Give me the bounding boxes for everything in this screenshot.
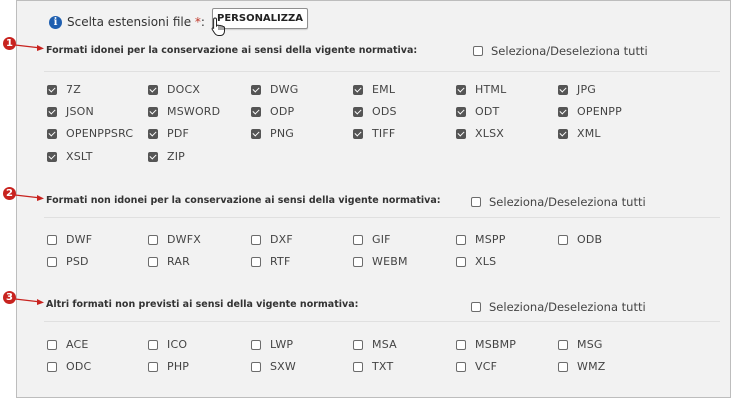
format-label: OPENPP — [577, 105, 622, 118]
format-option-gif[interactable] — [353, 233, 391, 246]
format-option-msa[interactable] — [353, 338, 397, 351]
format-label: MSPP — [475, 233, 506, 246]
format-checkbox[interactable] — [456, 235, 466, 245]
format-option-ods[interactable] — [353, 105, 397, 118]
format-label: GIF — [372, 233, 391, 246]
arrow-right-icon — [15, 191, 45, 201]
format-label: MSBMP — [475, 338, 517, 351]
format-option-ico[interactable] — [148, 338, 187, 351]
format-checkbox[interactable] — [353, 257, 363, 267]
select-all-toggle[interactable] — [473, 44, 648, 58]
section-divider — [44, 71, 720, 72]
format-option-msg[interactable] — [558, 338, 603, 351]
format-option-7z[interactable] — [47, 83, 81, 96]
format-checkbox[interactable] — [47, 107, 57, 117]
format-label: HTML — [475, 83, 507, 96]
format-label: ODP — [270, 105, 295, 118]
format-checkbox[interactable] — [251, 107, 261, 117]
format-checkbox[interactable] — [148, 152, 158, 162]
format-option-php[interactable] — [148, 360, 189, 373]
format-checkbox[interactable] — [148, 107, 158, 117]
format-checkbox[interactable] — [251, 129, 261, 139]
format-option-msword[interactable] — [148, 105, 220, 118]
format-option-eml[interactable] — [353, 83, 395, 96]
format-checkbox[interactable] — [353, 235, 363, 245]
format-label: PHP — [167, 360, 190, 373]
format-option-txt[interactable] — [353, 360, 393, 373]
info-icon[interactable]: i — [49, 16, 62, 29]
format-checkbox[interactable] — [353, 340, 363, 350]
format-label: XLS — [475, 255, 497, 268]
format-checkbox[interactable] — [148, 362, 158, 372]
required-mark: * — [194, 15, 201, 29]
format-option-wmz[interactable] — [558, 360, 606, 373]
format-checkbox[interactable] — [148, 235, 158, 245]
format-label: DWG — [270, 83, 299, 96]
format-label: MSG — [577, 338, 603, 351]
format-option-odp[interactable] — [251, 105, 294, 118]
format-checkbox[interactable] — [353, 107, 363, 117]
format-option-dwfx[interactable] — [148, 233, 201, 246]
format-label: ODC — [66, 360, 92, 373]
select-all-toggle[interactable] — [471, 195, 646, 209]
format-checkbox[interactable] — [47, 257, 57, 267]
format-option-xls[interactable] — [456, 255, 496, 268]
format-label: TXT — [372, 360, 394, 373]
format-checkbox[interactable] — [47, 235, 57, 245]
format-checkbox[interactable] — [251, 340, 261, 350]
format-label: SXW — [270, 360, 296, 373]
format-checkbox[interactable] — [148, 257, 158, 267]
select-all-label: Seleziona/Deseleziona tutti — [489, 195, 646, 209]
format-option-vcf[interactable] — [456, 360, 497, 373]
format-checkbox[interactable] — [148, 129, 158, 139]
format-checkbox[interactable] — [148, 85, 158, 95]
section-title: Formati idonei per la conservazione ai sensi della vigente normativa: — [46, 45, 418, 56]
format-checkbox[interactable] — [353, 85, 363, 95]
select-all-checkbox[interactable] — [471, 302, 481, 312]
format-option-html[interactable] — [456, 83, 506, 96]
format-checkbox[interactable] — [47, 362, 57, 372]
format-option-jpg[interactable] — [558, 83, 596, 96]
format-label: PNG — [270, 127, 294, 140]
format-option-dxf[interactable] — [251, 233, 293, 246]
hand-pointer-icon — [211, 17, 227, 37]
format-checkbox[interactable] — [47, 129, 57, 139]
format-label: RAR — [167, 255, 190, 268]
format-label: XML — [577, 127, 601, 140]
step-badge-1: 1 — [3, 37, 16, 50]
format-label: EML — [372, 83, 396, 96]
format-checkbox[interactable] — [47, 152, 57, 162]
format-label: WMZ — [577, 360, 606, 373]
format-option-odt[interactable] — [456, 105, 499, 118]
format-label: TIFF — [372, 127, 396, 140]
format-label: 7Z — [66, 83, 81, 96]
select-all-checkbox[interactable] — [471, 197, 481, 207]
format-label: ODT — [475, 105, 500, 118]
format-label: ODB — [577, 233, 603, 246]
format-checkbox[interactable] — [558, 340, 568, 350]
format-label: LWP — [270, 338, 294, 351]
format-label: VCF — [475, 360, 498, 373]
format-option-xslt[interactable] — [47, 150, 93, 163]
format-label: ZIP — [167, 150, 186, 163]
format-label: JPG — [577, 83, 597, 96]
format-label: ICO — [167, 338, 188, 351]
section-title: Formati non idonei per la conservazione ai sensi della vigente normativa: — [46, 195, 441, 206]
format-checkbox[interactable] — [456, 340, 466, 350]
format-checkbox[interactable] — [456, 85, 466, 95]
format-label: RTF — [270, 255, 291, 268]
format-label: DWF — [66, 233, 93, 246]
section-title: Altri formati non previsti ai sensi della vigente normativa: — [46, 299, 359, 310]
format-label: ODS — [372, 105, 397, 118]
format-checkbox[interactable] — [251, 362, 261, 372]
format-option-png[interactable] — [251, 127, 294, 140]
format-checkbox[interactable] — [558, 129, 568, 139]
format-option-openppsrc[interactable] — [47, 127, 133, 140]
format-option-rar[interactable] — [148, 255, 190, 268]
format-option-lwp[interactable] — [251, 338, 293, 351]
format-label: JSON — [66, 105, 94, 118]
format-option-tiff[interactable] — [353, 127, 395, 140]
format-option-dwf[interactable] — [47, 233, 92, 246]
select-all-label: Seleziona/Deseleziona tutti — [489, 300, 646, 314]
format-option-mspp[interactable] — [456, 233, 506, 246]
format-checkbox[interactable] — [353, 129, 363, 139]
format-checkbox[interactable] — [47, 340, 57, 350]
format-option-msbmp[interactable] — [456, 338, 516, 351]
format-label: DOCX — [167, 83, 201, 96]
step-badge-3: 3 — [3, 291, 16, 304]
format-label: MSWORD — [167, 105, 221, 118]
format-checkbox[interactable] — [251, 257, 261, 267]
format-option-odb[interactable] — [558, 233, 602, 246]
select-all-toggle[interactable] — [471, 300, 646, 314]
format-checkbox[interactable] — [558, 235, 568, 245]
header-label: Scelta estensioni file *: — [67, 15, 205, 29]
format-checkbox[interactable] — [148, 340, 158, 350]
format-checkbox[interactable] — [456, 107, 466, 117]
format-option-docx[interactable] — [148, 83, 200, 96]
format-option-zip[interactable] — [148, 150, 185, 163]
format-checkbox[interactable] — [353, 362, 363, 372]
format-label: XLSX — [475, 127, 504, 140]
format-option-dwg[interactable] — [251, 83, 298, 96]
format-option-xlsx[interactable] — [456, 127, 504, 140]
format-checkbox[interactable] — [251, 85, 261, 95]
format-label: PDF — [167, 127, 190, 140]
format-checkbox[interactable] — [558, 107, 568, 117]
format-checkbox[interactable] — [47, 85, 57, 95]
format-label: PSD — [66, 255, 89, 268]
format-option-pdf[interactable] — [148, 127, 189, 140]
format-label: ACE — [66, 338, 89, 351]
arrow-right-icon — [15, 41, 45, 51]
format-label: MSA — [372, 338, 397, 351]
header — [49, 12, 205, 32]
format-option-rtf[interactable] — [251, 255, 291, 268]
format-label: DXF — [270, 233, 293, 246]
format-option-json[interactable] — [47, 105, 94, 118]
format-checkbox[interactable] — [456, 257, 466, 267]
format-option-sxw[interactable] — [251, 360, 296, 373]
section-divider — [44, 321, 720, 322]
format-label: DWFX — [167, 233, 202, 246]
format-checkbox[interactable] — [558, 85, 568, 95]
section-divider — [44, 217, 720, 218]
format-label: XSLT — [66, 150, 93, 163]
personalizza-button[interactable]: PERSONALIZZA — [212, 8, 308, 29]
format-option-ace[interactable] — [47, 338, 89, 351]
arrow-right-icon — [15, 295, 45, 305]
select-all-label: Seleziona/Deseleziona tutti — [491, 44, 648, 58]
format-label: WEBM — [372, 255, 408, 268]
format-checkbox[interactable] — [558, 362, 568, 372]
step-badge-2: 2 — [3, 187, 16, 200]
select-all-checkbox[interactable] — [473, 46, 483, 56]
format-option-openpp[interactable] — [558, 105, 622, 118]
format-option-xml[interactable] — [558, 127, 601, 140]
format-checkbox[interactable] — [456, 129, 466, 139]
format-option-psd[interactable] — [47, 255, 89, 268]
format-option-odc[interactable] — [47, 360, 91, 373]
format-checkbox[interactable] — [251, 235, 261, 245]
format-option-webm[interactable] — [353, 255, 408, 268]
format-checkbox[interactable] — [456, 362, 466, 372]
format-label: OPENPPSRC — [66, 127, 134, 140]
